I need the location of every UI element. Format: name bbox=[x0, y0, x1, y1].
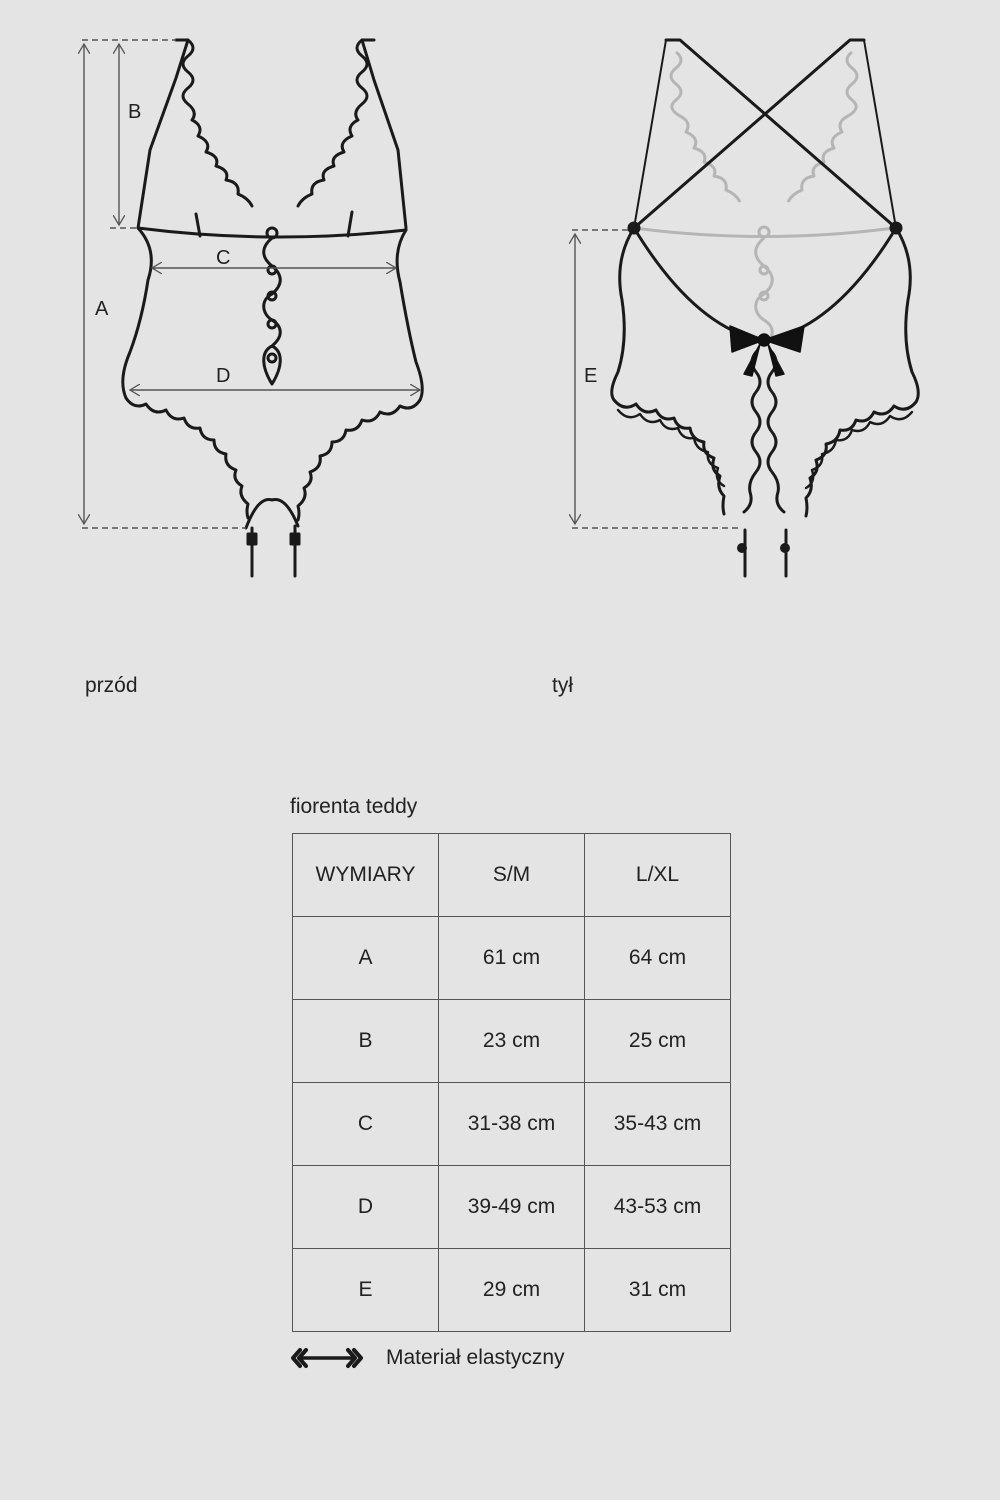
back-cross-strap-right bbox=[634, 40, 864, 228]
table-cell: 23 cm bbox=[439, 1000, 585, 1083]
back-view-label: tył bbox=[552, 674, 573, 697]
table-cell: D bbox=[293, 1166, 439, 1249]
front-crotch bbox=[246, 500, 298, 528]
table-header-row bbox=[293, 834, 731, 917]
table-header-cell: L/XL bbox=[585, 834, 731, 917]
front-right-strap bbox=[362, 40, 406, 228]
dimension-b-label: B bbox=[128, 101, 142, 123]
back-left-side bbox=[612, 228, 634, 400]
bow-icon bbox=[730, 326, 804, 376]
front-left-side bbox=[123, 228, 152, 398]
table-header-cell: S/M bbox=[439, 834, 585, 917]
legend bbox=[290, 1346, 565, 1370]
table-title: fiorenta teddy bbox=[290, 795, 418, 818]
front-right-leg bbox=[298, 400, 420, 520]
dimension-d-label: D bbox=[216, 365, 231, 387]
back-scoop bbox=[634, 228, 752, 338]
table-row bbox=[293, 917, 731, 1000]
table-row bbox=[293, 1000, 731, 1083]
front-left-leg bbox=[126, 398, 248, 518]
table-cell: 39-49 cm bbox=[439, 1166, 585, 1249]
dimension-c-label: C bbox=[216, 247, 231, 269]
front-right-side bbox=[397, 230, 422, 400]
table-cell: 25 cm bbox=[585, 1000, 731, 1083]
elastic-arrows-icon bbox=[290, 1346, 364, 1370]
table-row bbox=[293, 1166, 731, 1249]
front-view-label: przód bbox=[85, 674, 138, 697]
legend-text: Materiał elastyczny bbox=[386, 1346, 565, 1369]
front-view bbox=[123, 40, 422, 576]
table-cell: E bbox=[293, 1249, 439, 1332]
table-cell: 35-43 cm bbox=[585, 1083, 731, 1166]
back-right-side bbox=[896, 228, 918, 402]
front-right-neckline bbox=[298, 40, 367, 206]
front-right-dart bbox=[348, 212, 352, 236]
front-left-neckline bbox=[183, 40, 252, 206]
dimension-e-label: E bbox=[584, 365, 598, 387]
table-cell: A bbox=[293, 917, 439, 1000]
table-cell: B bbox=[293, 1000, 439, 1083]
back-ghost-outline bbox=[634, 52, 894, 346]
table-cell: 31-38 cm bbox=[439, 1083, 585, 1166]
dimension-a-label: A bbox=[95, 298, 109, 320]
size-table bbox=[292, 833, 731, 1332]
table-cell: 64 cm bbox=[585, 917, 731, 1000]
back-cross-strap-left bbox=[666, 40, 896, 228]
table-cell: C bbox=[293, 1083, 439, 1166]
table-cell: 29 cm bbox=[439, 1249, 585, 1332]
front-left-strap bbox=[138, 40, 188, 228]
table-cell: 61 cm bbox=[439, 917, 585, 1000]
back-view bbox=[612, 40, 919, 576]
table-cell: 43-53 cm bbox=[585, 1166, 731, 1249]
table-header-cell: WYMIARY bbox=[293, 834, 439, 917]
garment-diagram bbox=[0, 0, 1000, 640]
table-cell: 31 cm bbox=[585, 1249, 731, 1332]
table-row bbox=[293, 1249, 731, 1332]
table-row bbox=[293, 1083, 731, 1166]
